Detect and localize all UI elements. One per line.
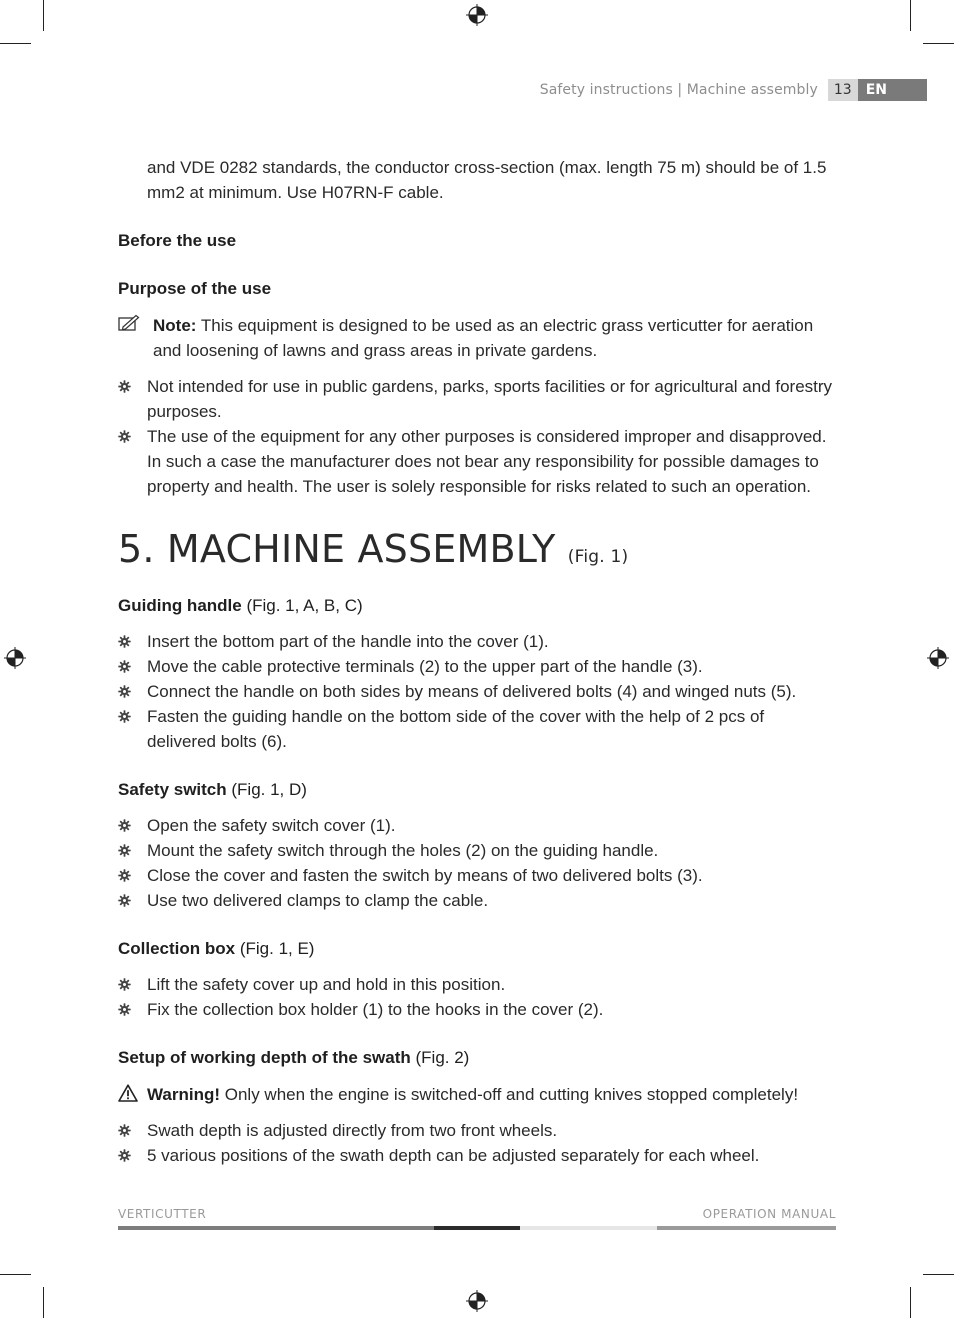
chapter-title-text: 5. MACHINE ASSEMBLY	[118, 527, 568, 571]
list-item: Insert the bottom part of the handle into the cover (1).	[118, 629, 836, 654]
list-item: Connect the handle on both sides by means of delivered bolts (4) and winged nuts (5).	[118, 679, 836, 704]
list-item: Not intended for use in public gardens, parks, sports facilities or for agricultural and forestry purposes.	[118, 374, 836, 424]
footer-document-type: OPERATION MANUAL	[702, 1207, 836, 1221]
warning-label: Warning!	[147, 1085, 221, 1104]
page-number: 13	[828, 79, 858, 101]
gear-bullet-icon	[118, 844, 131, 857]
gear-bullet-icon	[118, 894, 131, 907]
footer-divider	[520, 1226, 657, 1230]
warning-block	[118, 1082, 836, 1107]
safety-switch-list	[118, 813, 836, 913]
list-item: Use two delivered clamps to clamp the cable.	[118, 888, 836, 913]
crop-mark-top-right-v	[910, 0, 911, 31]
registration-mark-icon	[927, 647, 949, 669]
gear-bullet-icon	[118, 380, 131, 393]
header-section-title: Safety instructions | Machine assembly	[539, 82, 818, 98]
list-item: 5 various positions of the swath depth can be adjusted separately for each wheel.	[118, 1143, 836, 1168]
list-item: Fix the collection box holder (1) to the hooks in the cover (2).	[118, 997, 836, 1022]
crop-mark-bottom-right-h	[923, 1274, 954, 1275]
heading-swath-depth: Setup of working depth of the swath (Fig. 2)	[118, 1048, 470, 1067]
list-item: Lift the safety cover up and hold in this position.	[118, 972, 836, 997]
list-item: The use of the equipment for any other purposes is considered improper and disapproved. In such a case the manufacturer does not bear any responsibility for possible damages to property and health. The user is solely responsible for risks related to such an operation.	[118, 424, 836, 499]
list-item: Close the cover and fasten the switch by means of two delivered bolts (3).	[118, 863, 836, 888]
footer-product-name: VERTICUTTER	[118, 1207, 207, 1221]
swath-depth-list	[118, 1118, 836, 1168]
list-item: Open the safety switch cover (1).	[118, 813, 836, 838]
warning-triangle-icon	[118, 1084, 138, 1102]
gear-bullet-icon	[118, 710, 131, 723]
heading-before-use: Before the use	[118, 231, 237, 250]
heading-guiding-handle: Guiding handle (Fig. 1, A, B, C)	[118, 596, 363, 615]
purpose-bullet-list	[118, 374, 836, 499]
gear-bullet-icon	[118, 1003, 131, 1016]
note-pencil-icon	[118, 314, 140, 332]
footer-divider	[657, 1226, 836, 1230]
footer-divider	[434, 1226, 520, 1230]
gear-bullet-icon	[118, 978, 131, 991]
gear-bullet-icon	[118, 635, 131, 648]
warning-text: Only when the engine is switched-off and cutting knives stopped completely!	[220, 1085, 799, 1104]
heading-purpose-of-use: Purpose of the use	[118, 279, 272, 298]
chapter-title	[118, 527, 836, 579]
registration-mark-icon	[466, 4, 488, 26]
registration-mark-icon	[4, 647, 26, 669]
note-text: This equipment is designed to be used as an electric grass verticutter for aeration and loosening of lawns and grass areas in private gardens.	[153, 316, 814, 360]
crop-mark-top-left-h	[0, 43, 31, 44]
collection-box-list	[118, 972, 836, 1022]
list-item: Fasten the guiding handle on the bottom side of the cover with the help of 2 pcs of delivered bolts (6).	[118, 704, 836, 754]
gear-bullet-icon	[118, 1124, 131, 1137]
footer-divider	[118, 1226, 434, 1230]
guiding-handle-list	[118, 629, 836, 754]
crop-mark-bottom-left-v	[43, 1287, 44, 1318]
chapter-fig-ref: (Fig. 1)	[567, 547, 629, 567]
gear-bullet-icon	[118, 1149, 131, 1162]
gear-bullet-icon	[118, 685, 131, 698]
language-badge: EN	[858, 79, 927, 101]
gear-bullet-icon	[118, 430, 131, 443]
gear-bullet-icon	[118, 869, 131, 882]
list-item: Swath depth is adjusted directly from two front wheels.	[118, 1118, 836, 1143]
gear-bullet-icon	[118, 660, 131, 673]
gear-bullet-icon	[118, 819, 131, 832]
page-content	[118, 155, 836, 1168]
registration-mark-icon	[466, 1290, 488, 1312]
crop-mark-top-right-h	[923, 43, 954, 44]
crop-mark-bottom-right-v	[910, 1287, 911, 1318]
list-item: Move the cable protective terminals (2) to the upper part of the handle (3).	[118, 654, 836, 679]
list-item: Mount the safety switch through the holes (2) on the guiding handle.	[118, 838, 836, 863]
intro-paragraph: and VDE 0282 standards, the conductor cross-section (max. length 75 m) should be of 1.5 mm2 at minimum. Use H07RN-F cable.	[147, 158, 827, 202]
heading-safety-switch: Safety switch (Fig. 1, D)	[118, 780, 307, 799]
heading-collection-box: Collection box (Fig. 1, E)	[118, 939, 315, 958]
note-label: Note:	[153, 316, 197, 335]
crop-mark-bottom-left-h	[0, 1274, 31, 1275]
crop-mark-top-left-v	[43, 0, 44, 31]
note-block	[118, 313, 836, 363]
running-header	[540, 79, 927, 101]
